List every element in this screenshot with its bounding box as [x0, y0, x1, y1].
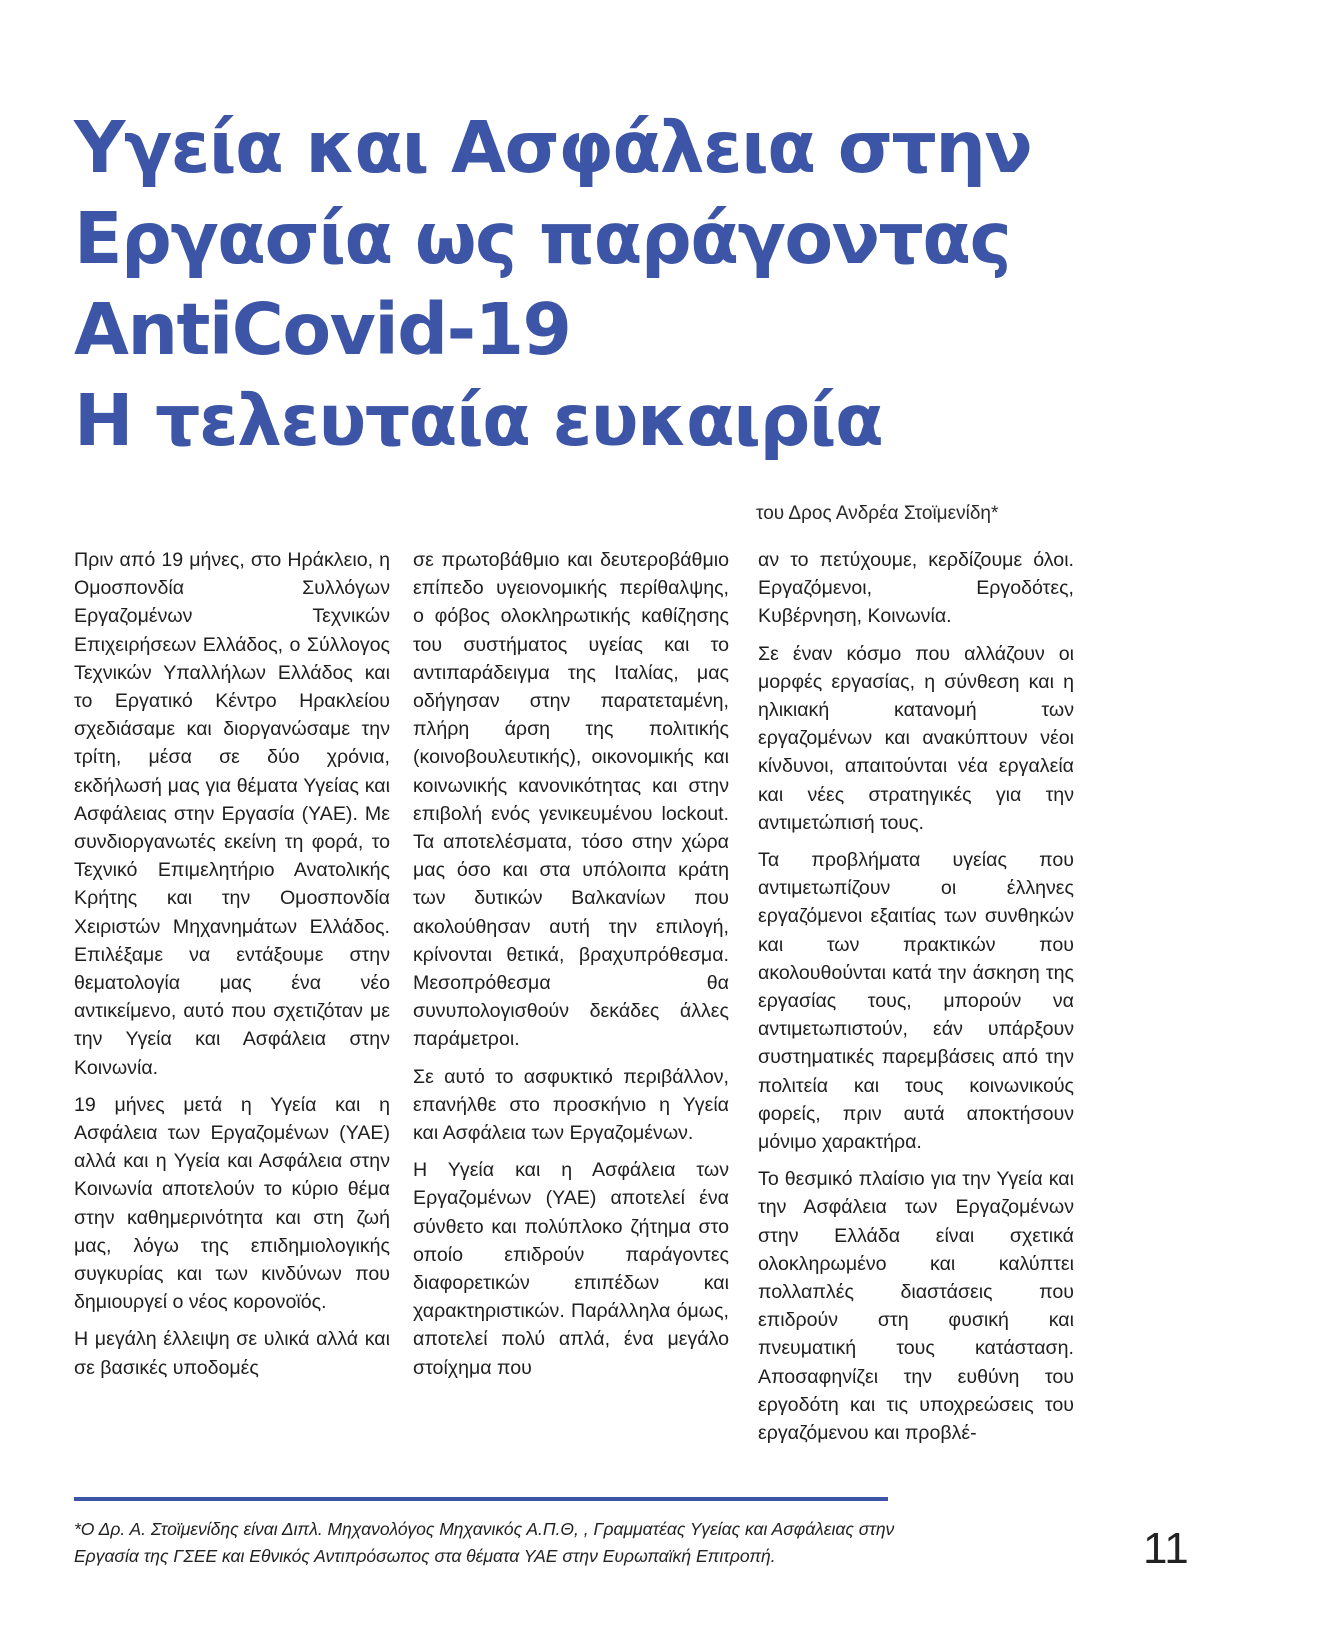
- title-line: Υγεία και Ασφάλεια στην: [74, 106, 1032, 189]
- text-column-1: [74, 546, 390, 1391]
- paragraph: σε πρωτοβάθμιο και δευτεροβάθμιο επίπεδο υγειονομικής περίθαλψης, ο φόβος ολοκληρωτικής καθίζησης του συστήματος υγείας και το αντιπαράδειγμα της Ιταλίας, μας οδήγησαν στην παρατεταμένη, πλήρη άρση της πολιτικής (κοινοβουλευτικής), οικονομικής και κοινωνικής κανονικότητας και στην επιβολή ενός γενικευμένου lockout. Τα αποτελέσματα, τόσο στην χώρα μας όσο και στα υπόλοιπα κράτη των δυτικών Βαλκανίων που ακολούθησαν αυτή την επιλογή, κρίνονται θετικά, βραχυπρόθεσμα. Μεσοπρόθεσμα θα συνυπολογισθούν δεκάδες άλλες παράμετροι.: [413, 549, 729, 1051]
- page-number: 11: [1143, 1524, 1189, 1573]
- article-title: [74, 102, 1074, 466]
- paragraph: Σε αυτό το ασφυκτικό περιβάλλον, επανήλθε στο προσκήνιο η Υγεία και Ασφάλεια των Εργαζομένων.: [413, 1065, 729, 1145]
- title-line: Εργασία ως παράγοντας: [74, 197, 1011, 280]
- footnote-line: Εργασία της ΓΣΕΕ και Εθνικός Αντιπρόσωπος στα θέματα ΥΑΕ στην Ευρωπαϊκή Επιτροπή.: [74, 1546, 776, 1566]
- paragraph: αν το πετύχουμε, κερδίζουμε όλοι. Εργαζόμενοι, Εργοδότες, Κυβέρνηση, Κοινωνία.: [758, 549, 1074, 628]
- text-column-3: [758, 546, 1074, 1456]
- title-line: Η τελευταία ευκαιρία: [74, 379, 883, 462]
- paragraph: Πριν από 19 μήνες, στο Ηράκλειο, η Ομοσπονδία Συλλόγων Εργαζομένων Τεχνικών Επιχειρήσεων Ελλάδος, ο Σύλλογος Τεχνικών Υπαλλήλων Ελλάδος και το Εργατικό Κέντρο Ηρακλείου σχεδιάσαμε και διοργανώσαμε την τρίτη, μέσα σε δύο χρόνια, εκδήλωσή μας για θέματα Υγείας και Ασφάλειας στην Εργασία (ΥΑΕ). Με συνδιοργανωτές εκείνη τη φορά, το Τεχνικό Επιμελητήριο Ανατολικής Κρήτης και την Ομοσπονδία Χειριστών Μηχανημάτων Ελλάδος. Επιλέξαμε να εντάξουμε στην θεματολογία μας ένα νέο αντικείμενο, αυτό που σχετιζόταν με την Υγεία και Ασφάλεια στην Κοινωνία.: [74, 549, 390, 1079]
- author-footnote: [74, 1516, 1114, 1570]
- footnote-divider: [74, 1497, 888, 1501]
- paragraph: Τα προβλήματα υγείας που αντιμετωπίζουν οι έλληνες εργαζόμενοι εξαιτίας των συνθηκών και των πρακτικών που ακολουθούνται κατά την άσκηση της εργασίας τους, μπορούν να αντιμετωπιστούν, εάν υπάρξουν συστηματικές παρεμβάσεις από την πολιτεία και τους κοινωνικούς φορείς, πριν αυτά αποκτήσουν μόνιμο χαρακτήρα.: [758, 849, 1074, 1154]
- paragraph: Η Υγεία και η Ασφάλεια των Εργαζομένων (ΥΑΕ) αποτελεί ένα σύνθετο και πολύπλοκο ζήτημα στο οποίο επιδρούν παράγοντες διαφορετικών επιπέδων και χαρακτηριστικών. Παράλληλα όμως, αποτελεί πολύ απλά, ένα μεγάλο στοίχημα που: [413, 1159, 729, 1379]
- text-column-2: [413, 546, 729, 1391]
- paragraph: Η μεγάλη έλλειψη σε υλικά αλλά και σε βασικές υποδομές: [74, 1328, 390, 1379]
- author-byline: του Δρος Ανδρέα Στοϊμενίδη*: [756, 503, 999, 524]
- paragraph: Σε έναν κόσμο που αλλάζουν οι μορφές εργασίας, η σύνθεση και η ηλικιακή κατανομή των εργαζομένων και ανακύπτουν νέοι κίνδυνοι, απαιτούνται νέα εργαλεία και νέες στρατηγικές για την αντιμετώπισή τους.: [758, 642, 1074, 834]
- title-line: AntiCovid-19: [74, 288, 571, 371]
- paragraph: 19 μήνες μετά η Υγεία και η Ασφάλεια των Εργαζομένων (ΥΑΕ) αλλά και η Υγεία και Ασφάλεια στην Κοινωνία αποτελούν το κύριο θέμα στην καθημερινότητα και στη ζωή μας, λόγω της επιδημιολογικής συγκυρίας και των κινδύνων που δημιουργεί ο νέος κορονοϊός.: [74, 1093, 390, 1314]
- paragraph: Το θεσμικό πλαίσιο για την Υγεία και την Ασφάλεια των Εργαζομένων στην Ελλάδα είναι σχετικά ολοκληρωμένο και καλύπτει πολλαπλές διαστάσεις που επιδρούν στη φυσική και πνευματική τους κατάσταση. Αποσαφηνίζει την ευθύνη του εργοδότη και τις υποχρεώσεις του εργαζόμενου και προβλέ-: [758, 1168, 1074, 1445]
- footnote-line: *Ο Δρ. Α. Στοϊμενίδης είναι Διπλ. Μηχανολόγος Μηχανικός Α.Π.Θ, , Γραμματέας Υγείας και Ασφάλειας στην: [74, 1519, 895, 1539]
